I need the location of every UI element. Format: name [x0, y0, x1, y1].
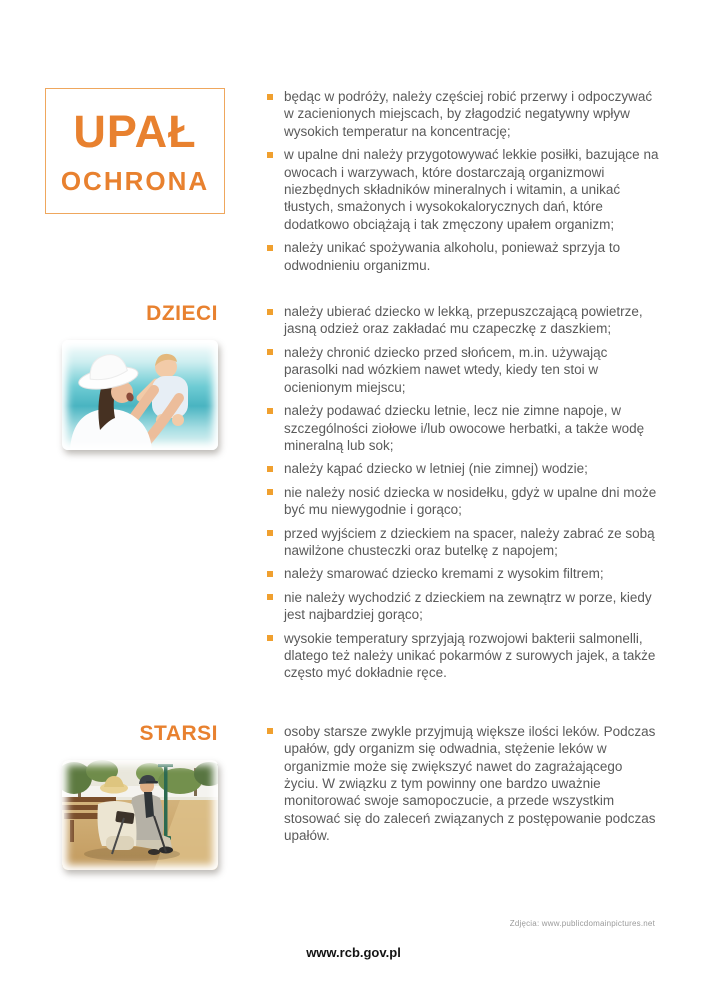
bullet-item — [267, 239, 659, 274]
bullet-text: osoby starsze zwykle przyjmują większe ilości leków. Podczas upałów, gdy organizm się odwadnia, stężenie leków w organizmie może się zwiększyć nawet do zagrażającego życiu. W związku z tym powinny one bardzo uważnie monitorować swoje samopoczucie, a przede wszystkim stosować się do zaleceń związanych z postępowanie podczas upałów. — [284, 723, 656, 844]
starsi-heading: STARSI — [139, 721, 218, 745]
bullet-text: będąc w podróży, należy częściej robić przerwy i odpoczywać w zacienionych miejscach, by złagodzić negatywny wpływ wysokich temperatur na koncentrację; — [284, 89, 653, 139]
mother-baby-beach-photo-illustration — [62, 340, 218, 450]
bullet-square-icon — [267, 309, 273, 315]
section-starsi — [45, 723, 659, 870]
bullet-square-icon — [267, 635, 273, 641]
dzieci-heading: DZIECI — [146, 302, 218, 326]
bullet-square-icon — [267, 594, 273, 600]
dzieci-bullet-list — [267, 303, 659, 682]
bullet-item — [267, 589, 659, 624]
general-bullet-list — [267, 88, 659, 274]
bullet-square-icon — [267, 152, 273, 158]
bullet-square-icon — [267, 571, 273, 577]
bullet-item — [267, 303, 659, 338]
bullet-text: należy unikać spożywania alkoholu, ponieważ sprzyja to odwodnieniu organizmu. — [284, 240, 621, 273]
bullet-text: należy kąpać dziecko w letniej (nie zimnej) wodzie; — [284, 461, 588, 477]
bullet-text: należy chronić dziecko przed słońcem, m.in. używając parasolki nad wózkiem nawet wtedy, kiedy ten stoi w ocienionym miejscu; — [284, 344, 608, 395]
bullet-square-icon — [267, 728, 273, 734]
title-box — [45, 88, 225, 214]
bullet-text: należy podawać dziecku letnie, lecz nie zimne napoje, w szczególności ziołowe i/lub owocowe herbatki, a także wodę mineralną lub sok; — [284, 403, 645, 453]
starsi-bullet-list — [267, 723, 659, 845]
bullet-square-icon — [267, 489, 273, 495]
bullet-square-icon — [267, 466, 273, 472]
bullet-text: nie należy wychodzić z dzieckiem na zewnątrz w porze, kiedy jest najbardziej gorąco; — [284, 589, 652, 623]
bullet-item — [267, 723, 659, 845]
bullet-item — [267, 402, 659, 454]
right-column-general — [225, 88, 659, 274]
right-column-starsi — [225, 723, 659, 845]
bullet-text: nie należy nosić dziecka w nosidełku, gdyż w upalne dni może być mu niewygodnie i gorąco; — [284, 484, 657, 518]
page-subtitle: OCHRONA — [60, 166, 210, 196]
left-column-general — [45, 88, 225, 214]
bullet-text: należy smarować dziecko kremami z wysokim filtrem; — [284, 566, 604, 582]
bullet-item — [267, 565, 659, 582]
dzieci-photo — [62, 340, 218, 450]
bullet-item — [267, 630, 659, 682]
bullet-item — [267, 146, 659, 233]
bullet-square-icon — [267, 349, 273, 355]
bullet-text: w upalne dni należy przygotowywać lekkie posiłki, bazujące na owocach i warzywach, które dostarczają organizmowi niezbędnych składników mineralnych i witamin, a unikać tłustych, smażonych i wysokokalorycznych dań, które dodatkowo obciążają i tak zmęczony upałem organizm; — [284, 147, 659, 232]
bullet-item — [267, 525, 659, 560]
elderly-couple-park-photo-illustration — [62, 760, 218, 870]
starsi-photo — [62, 760, 218, 870]
left-column-dzieci — [45, 303, 225, 450]
website-link[interactable]: www.rcb.gov.pl — [306, 945, 401, 960]
section-general — [45, 88, 659, 274]
left-column-starsi — [45, 723, 225, 870]
bullet-square-icon — [267, 408, 273, 414]
photo-credit: Zdjęcia: www.publicdomainpictures.net — [509, 919, 655, 928]
bullet-text: przed wyjściem z dzieckiem na spacer, należy zabrać ze sobą nawilżone chusteczki oraz butelkę z napojem; — [284, 525, 655, 558]
bullet-item — [267, 484, 659, 519]
bullet-square-icon — [267, 530, 273, 536]
bullet-text: należy ubierać dziecko w lekką, przepuszczającą powietrze, jasną odzież oraz zakładać mu czapeczkę z daszkiem; — [284, 304, 643, 337]
right-column-dzieci — [225, 303, 659, 682]
bullet-item — [267, 460, 659, 477]
page-title: UPAŁ — [73, 106, 197, 157]
content-area — [45, 88, 659, 870]
bullet-item — [267, 344, 659, 396]
bullet-square-icon — [267, 94, 273, 100]
bullet-item — [267, 88, 659, 140]
section-dzieci — [45, 303, 659, 682]
bullet-text: wysokie temperatury sprzyjają rozwojowi bakterii salmonelli, dlatego też należy unikać pokarmów z surowych jajek, a także często myć dokładnie ręce. — [284, 630, 656, 681]
bullet-square-icon — [267, 245, 273, 251]
